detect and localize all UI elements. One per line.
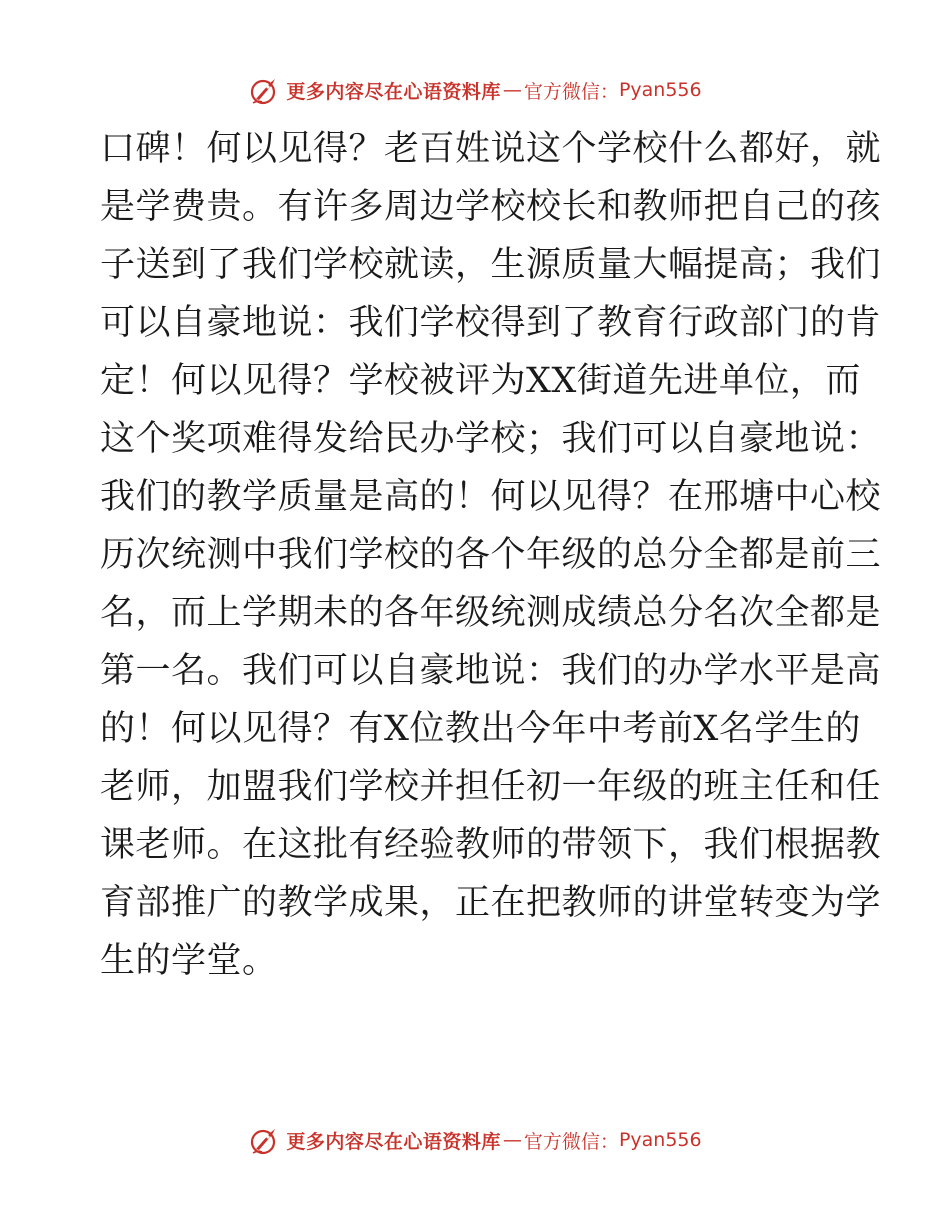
body-line: 育部推广的教学成果，正在把教师的讲堂转变为学 [100,883,882,923]
header-banner [0,70,950,110]
body-line: 历次统测中我们学校的各个年级的总分全都是前三 [100,535,882,575]
footer-banner [0,1120,950,1160]
body-line: 生的学堂。 [100,941,278,981]
body-line: 是学费贵。有许多周边学校校长和教师把自己的孩 [100,187,882,227]
body-line: 这个奖项难得发给民办学校；我们可以自豪地说： [100,419,882,459]
banner-text: 更多内容尽在心语资料库 [286,80,501,103]
document-body [100,120,882,990]
banner-account-label: 官方微信： [523,80,619,103]
body-line: 可以自豪地说：我们学校得到了教育行政部门的肯 [100,303,882,343]
body-line: 课老师。在这批有经验教师的带领下，我们根据教 [100,825,882,865]
banner-dash: — [502,79,522,101]
pen-nib-logo-icon [248,1123,282,1157]
banner-account-id: Pyan556 [618,1129,702,1151]
body-line: 第一名。我们可以自豪地说：我们的办学水平是高 [100,651,882,691]
banner-dash: — [502,1129,522,1151]
banner-text: 更多内容尽在心语资料库 [286,1130,501,1153]
body-line: 定！何以见得？学校被评为XX街道先进单位，而 [100,361,861,401]
body-line: 名，而上学期未的各年级统测成绩总分名次全都是 [100,593,882,633]
pen-nib-logo-icon [248,73,282,107]
body-line: 我们的教学质量是高的！何以见得？在邢塘中心校 [100,477,882,517]
body-line: 口碑！何以见得？老百姓说这个学校什么都好，就 [100,129,882,169]
body-line: 子送到了我们学校就读，生源质量大幅提高；我们 [100,245,882,285]
banner-account-label: 官方微信： [523,1130,619,1153]
body-line: 的！何以见得？有X位教出今年中考前X名学生的 [100,709,861,749]
body-line: 老师，加盟我们学校并担任初一年级的班主任和任 [100,767,882,807]
banner-account-id: Pyan556 [618,79,702,101]
